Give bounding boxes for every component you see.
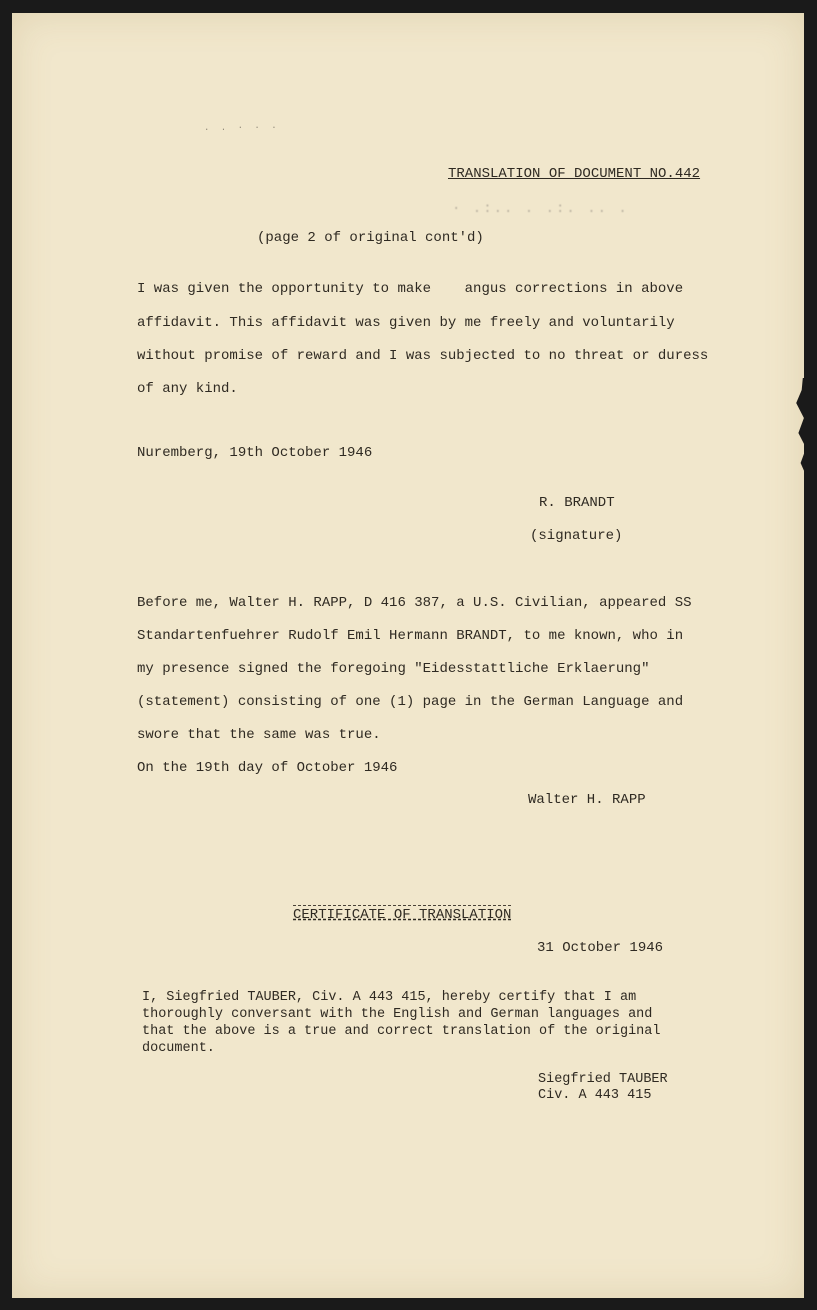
document-heading: TRANSLATION OF DOCUMENT NO.442 bbox=[448, 166, 701, 182]
paragraph-line: of any kind. bbox=[137, 381, 238, 397]
certificate-line: document. bbox=[142, 1041, 215, 1056]
sworn-line: Before me, Walter H. RAPP, D 416 387, a U.S. Civilian, appeared SS bbox=[137, 595, 692, 611]
sworn-line: (statement) consisting of one (1) page in the German Language and bbox=[137, 694, 684, 710]
certificate-title: CERTIFICATE OF TRANSLATION bbox=[293, 907, 512, 923]
witness-signature: Walter H. RAPP bbox=[528, 792, 646, 808]
place-date: Nuremberg, 19th October 1946 bbox=[137, 445, 373, 461]
sworn-line: swore that the same was true. bbox=[137, 727, 381, 743]
paragraph-line: without promise of reward and I was subjected to no threat or duress bbox=[137, 348, 709, 364]
document-page bbox=[12, 13, 804, 1298]
faint-stamp: · .:.. . .:. .. . bbox=[452, 201, 629, 217]
paragraph-line: affidavit. This affidavit was given by me freely and voluntarily bbox=[137, 315, 675, 331]
certificate-date: 31 October 1946 bbox=[537, 940, 664, 956]
sworn-line: Standartenfuehrer Rudolf Emil Hermann BRANDT, to me known, who in bbox=[137, 628, 684, 644]
sworn-date: On the 19th day of October 1946 bbox=[137, 760, 398, 776]
paragraph-line: I was given the opportunity to make angus corrections in above bbox=[137, 281, 684, 297]
certificate-line: I, Siegfried TAUBER, Civ. A 443 415, hereby certify that I am bbox=[142, 990, 637, 1005]
certificate-line: thoroughly conversant with the English and German languages and bbox=[142, 1007, 653, 1022]
translator-name: Siegfried TAUBER bbox=[538, 1072, 668, 1087]
page-note: (page 2 of original cont'd) bbox=[257, 230, 484, 246]
signer-note: (signature) bbox=[530, 528, 623, 544]
certificate-line: that the above is a true and correct translation of the original bbox=[142, 1024, 661, 1039]
faint-marks: . . · · · bbox=[204, 123, 280, 133]
signer-name: R. BRANDT bbox=[539, 495, 615, 511]
translator-id: Civ. A 443 415 bbox=[538, 1088, 652, 1103]
torn-edge bbox=[794, 378, 816, 478]
sworn-line: my presence signed the foregoing "Eidesstattliche Erklaerung" bbox=[137, 661, 650, 677]
